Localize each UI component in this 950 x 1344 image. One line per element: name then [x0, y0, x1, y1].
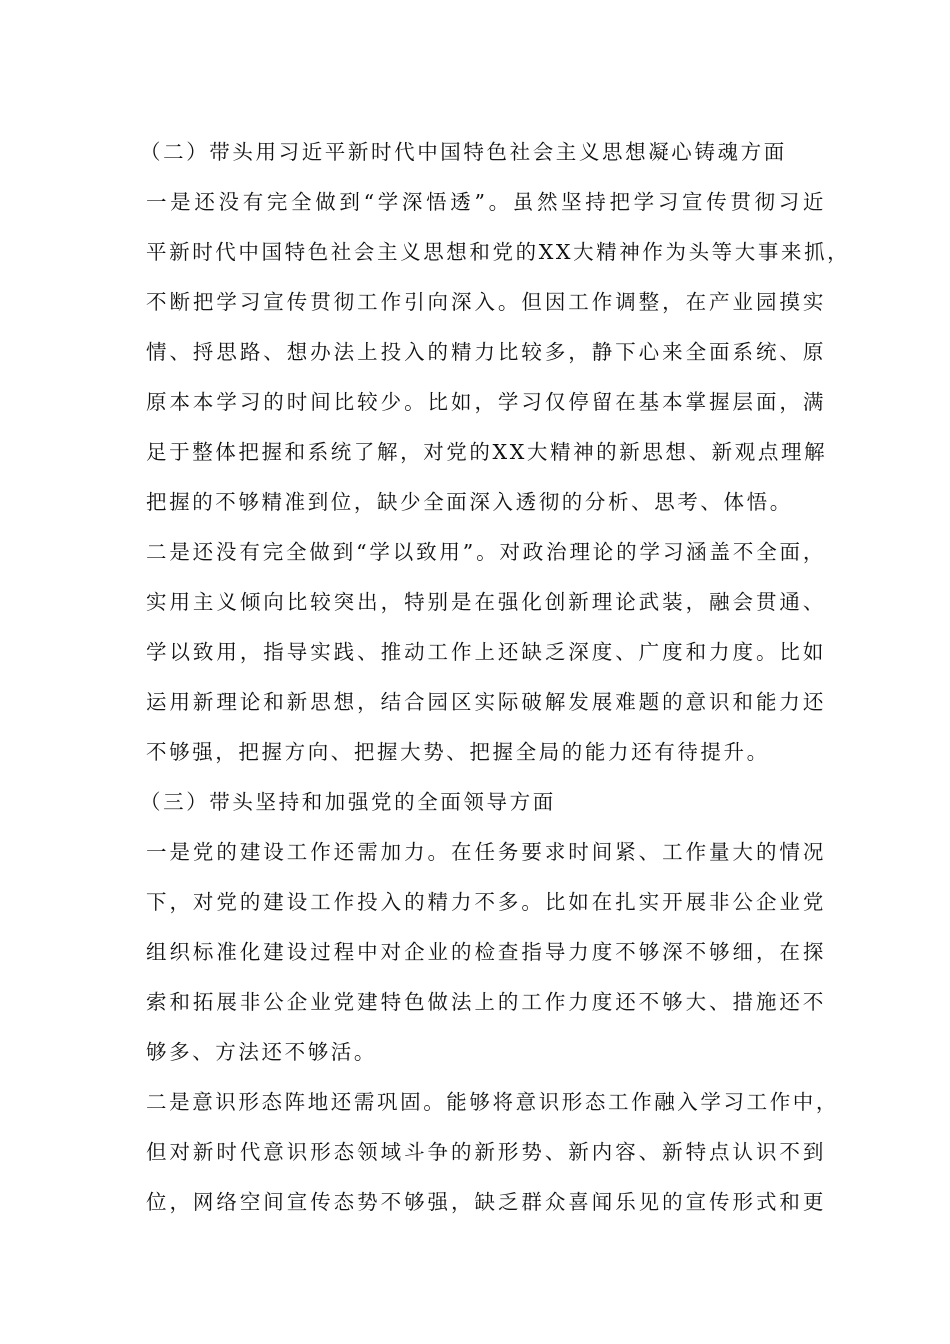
paragraph-line: 一是党的建设工作还需加力。在任务要求时间紧、工作量大的情况 — [146, 840, 826, 864]
paragraph-line: 一是还没有完全做到“学深悟透”。虽然坚持把学习宣传贯彻习近 — [146, 190, 826, 214]
paragraph-line: 学以致用，指导实践、推动工作上还缺乏深度、广度和力度。比如 — [146, 640, 826, 664]
paragraph-line: 运用新理论和新思想，结合园区实际破解发展难题的意识和能力还 — [146, 690, 826, 714]
paragraph-line: 原本本学习的时间比较少。比如，学习仅停留在基本掌握层面，满 — [146, 390, 826, 414]
paragraph-line: 位，网络空间宣传态势不够强，缺乏群众喜闻乐见的宣传形式和更 — [146, 1190, 826, 1214]
paragraph-line: 足于整体把握和系统了解，对党的XX大精神的新思想、新观点理解 — [146, 440, 828, 464]
paragraph-line: 情、捋思路、想办法上投入的精力比较多，静下心来全面系统、原 — [146, 340, 826, 364]
paragraph-line: 索和拓展非公企业党建特色做法上的工作力度还不够大、措施还不 — [146, 990, 826, 1014]
section-heading-2: （二）带头用习近平新时代中国特色社会主义思想凝心铸魂方面 — [140, 140, 787, 164]
paragraph-line: 实用主义倾向比较突出，特别是在强化创新理论武装，融会贯通、 — [146, 590, 826, 614]
paragraph-line: 够多、方法还不够活。 — [146, 1040, 377, 1064]
paragraph-line: 不断把学习宣传贯彻工作引向深入。但因工作调整，在产业园摸实 — [146, 290, 826, 314]
paragraph-line: 二是还没有完全做到“学以致用”。对政治理论的学习涵盖不全面， — [146, 540, 826, 564]
paragraph-line: 但对新时代意识形态领域斗争的新形势、新内容、新特点认识不到 — [146, 1140, 826, 1164]
paragraph-line: 不够强，把握方向、把握大势、把握全局的能力还有待提升。 — [146, 740, 770, 764]
paragraph-line: 组织标准化建设过程中对企业的检查指导力度不够深不够细，在探 — [146, 940, 826, 964]
document-body — [140, 132, 851, 1232]
paragraph-line: 二是意识形态阵地还需巩固。能够将意识形态工作融入学习工作中， — [146, 1090, 839, 1114]
paragraph-line: 下，对党的建设工作投入的精力不多。比如在扎实开展非公企业党 — [146, 890, 826, 914]
paragraph-line: 把握的不够精准到位，缺少全面深入透彻的分析、思考、体悟。 — [146, 490, 793, 514]
paragraph-line: 平新时代中国特色社会主义思想和党的XX大精神作为头等大事来抓， — [146, 240, 851, 264]
section-heading-3: （三）带头坚持和加强党的全面领导方面 — [140, 790, 556, 814]
